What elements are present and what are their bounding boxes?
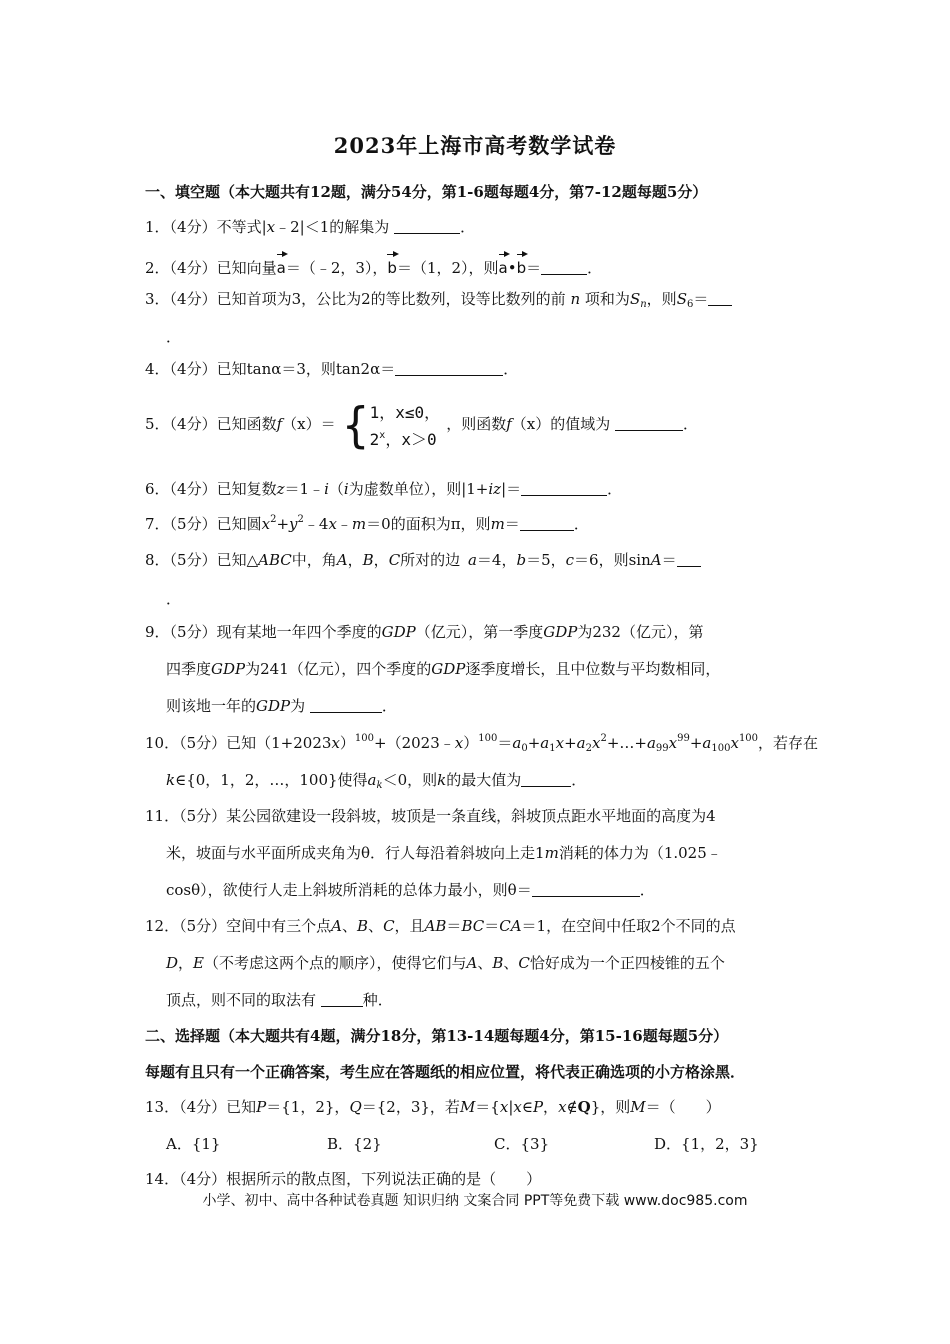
- question-12: 12．（5分）空间中有三个点A、B、C，且AB＝BC＝CA＝1，在空间中任取2个不同的点: [145, 917, 736, 935]
- piecewise-function: {1，x≤0， 2$^x$，x＞0: [341, 397, 441, 454]
- question-8-end: ．: [166, 590, 182, 608]
- section-2-heading: 二、选择题（本大题共有4题，满分18分，第13-14题每题4分，第15-16题每题5分）: [145, 1027, 729, 1045]
- question-9-line-3: 则该地一年的GDP为 ．: [166, 697, 397, 715]
- question-13: 13．（4分）已知P＝{1，2}，Q＝{2，3}，若M＝{x|x∈P，x∉Q}，则M＝（ ）: [145, 1098, 721, 1116]
- answer-blank: [394, 218, 460, 234]
- question-11-line-3: cosθ），欲使行人走上斜坡所消耗的总体力最小，则θ＝ ．: [166, 881, 655, 899]
- answer-blank: [677, 551, 701, 567]
- answer-blank: [615, 415, 683, 431]
- answer-blank: [521, 771, 571, 787]
- answer-blank: [321, 991, 363, 1007]
- question-3: 3．（4分）已知首项为3，公比为2的等比数列，设等比数列的前 n 项和为$S_n$，则$S_6=$: [145, 288, 732, 310]
- question-14: 14．（4分）根据所示的散点图，下列说法正确的是（ ）: [145, 1170, 542, 1188]
- vector-b: b: [517, 251, 527, 279]
- question-6: 6．（4分）已知复数z＝1﹣i（i为虚数单位），则|1+iz|＝ ．: [145, 480, 623, 498]
- question-8: 8．（5分）已知△ABC中，角A，B，C所对的边 a＝4，b＝5，c＝6，则sinA＝: [145, 549, 701, 571]
- page-title: 2023年上海市高考数学试卷: [333, 133, 617, 158]
- question-9-line-2: 四季度GDP为241（亿元），四个季度的GDP逐季度增长，且中位数与平均数相同，: [166, 660, 721, 678]
- option-c[interactable]: C．{3}: [494, 1135, 550, 1153]
- question-3-end: ．: [166, 328, 182, 346]
- question-12-line-3: 顶点，则不同的取法有 种．: [166, 991, 393, 1009]
- question-12-line-2: D，E（不考虑这两个点的顺序），使得它们与A、B、C恰好成为一个正四棱锥的五个: [166, 954, 725, 972]
- section-1-heading: 一、填空题（本大题共有12题，满分54分，第1-6题每题4分，第7-12题每题5分）: [145, 183, 708, 201]
- answer-blank: [310, 697, 382, 713]
- vector-a: a: [277, 251, 286, 279]
- section-2-note: 每题有且只有一个正确答案，考生应在答题纸的相应位置，将代表正确选项的小方格涂黑．: [145, 1063, 746, 1081]
- option-b[interactable]: B．{2}: [327, 1135, 382, 1153]
- answer-blank: [395, 360, 503, 376]
- question-1: 1．（4分）不等式|x﹣2|＜1的解集为 ．: [145, 218, 476, 236]
- question-10-line-2: k∈{0，1，2，…，100}使得$a_k<0$，则k的最大值为 ．: [166, 771, 587, 791]
- footer-banner: 小学、初中、高中各种试卷真题 知识归纳 文案合同 PPT等免费下载 www.doc985.com: [202, 1193, 748, 1209]
- question-5: 5．（4分）已知函数f（x）＝ {1，x≤0， 2$^x$，x＞0，则函数f（x）的值域为 ．: [145, 397, 699, 454]
- option-a[interactable]: A．{1}: [166, 1135, 221, 1153]
- question-11-line-2: 米，坡面与水平面所成夹角为θ．行人每沿着斜坡向上走1m消耗的体力为（1.025﹣: [166, 844, 722, 862]
- answer-blank: [521, 480, 607, 496]
- answer-blank: [532, 881, 640, 897]
- answer-blank: [708, 290, 732, 306]
- vector-a: a: [499, 251, 508, 279]
- question-10: 10．（5分）已知$(1+2023x)^{100}+(2023﹣x)^{100}=a_0+a_1x+a_2x^2+\dots+a_{99}x^{99}+a_{100}x^{100}$，若存在: [145, 733, 819, 754]
- option-d[interactable]: D．{1，2，3}: [654, 1135, 759, 1153]
- vector-b: b: [387, 251, 397, 279]
- question-9: 9．（5分）现有某地一年四个季度的GDP（亿元），第一季度GDP为232（亿元），第: [145, 623, 704, 641]
- answer-blank: [541, 259, 587, 275]
- question-4: 4．（4分）已知tanα＝3，则tan2α＝ ．: [145, 360, 519, 378]
- question-2: 2．（4分）已知向量a＝（﹣2，3），b＝（1，2），则a•b＝ ．: [145, 251, 602, 279]
- question-11: 11．（5分）某公园欲建设一段斜坡，坡顶是一条直线，斜坡顶点距水平地面的高度为4: [145, 807, 716, 825]
- answer-blank: [520, 515, 574, 531]
- question-7: 7．（5分）已知圆$x^2+y^2﹣4x﹣m=0$的面积为π，则m＝ ．: [145, 514, 589, 533]
